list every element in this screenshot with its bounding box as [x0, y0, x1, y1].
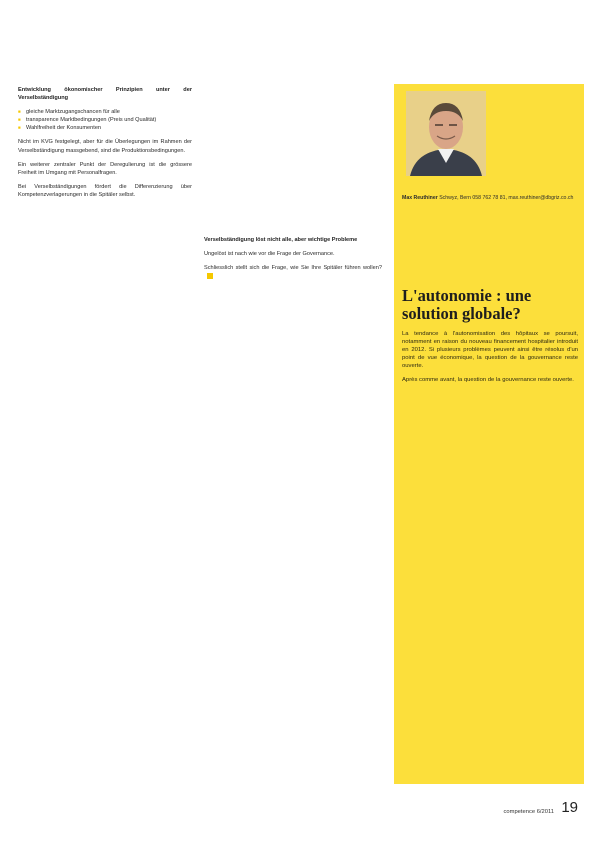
author-portrait-icon	[406, 91, 486, 176]
bullet-list	[18, 108, 192, 132]
bullet-item: ■ transparence Marktbedingungen (Preis und Qualität)	[18, 116, 192, 124]
left-paragraph-2: Ein weiterer zentraler Punkt der Deregulierung ist die grössere Freiheit im Umgang mit Personalfragen.	[18, 161, 192, 176]
caption-name: Max Reuthiner	[402, 195, 438, 201]
footer-publication: competence 6/2011	[503, 809, 554, 815]
bullet-item: ■ Wahlfreiheit der Konsumenten	[18, 124, 192, 132]
left-column-heading: Entwicklung ökonomischer Prinzipien unter der Verselbständigung	[18, 87, 192, 102]
middle-column	[204, 236, 382, 286]
end-mark-icon	[207, 273, 213, 279]
middle-column-heading: Verselbständigung löst nicht alle, aber wichtige Probleme	[204, 237, 358, 243]
sidebar-paragraph-2: Après comme avant, la question de la gouvernance reste ouverte.	[402, 377, 574, 384]
page-number: 19	[561, 799, 578, 816]
sidebar-panel	[394, 84, 584, 784]
middle-paragraph-2: Ungelöst ist nach wie vor die Frage der Governance.	[204, 251, 335, 258]
sidebar-body	[402, 330, 578, 385]
middle-paragraph-3	[204, 264, 382, 280]
sidebar-title: L'autonomie : une solution globale?	[402, 286, 532, 323]
photo-caption	[402, 195, 578, 202]
sidebar-paragraph-1: La tendance à l'autonomisation des hôpitaux se poursuit, notamment en raison du nouveau financement hospitalier introduit en 2012. Si plusieurs problèmes peuvent ainsi être résolus d'un point de vue économique, la question de la gouvernance reste ouverte.	[402, 331, 578, 370]
left-column	[18, 86, 192, 205]
left-paragraph-3: Bei Verselbständigungen fördert die Differenzierung über Kompetenzverlagerungen in die Spitäler selbst.	[18, 183, 192, 198]
left-paragraph-1: Nicht im KVG festgelegt, aber für die Überlegungen im Rahmen der Verselbständigung massgebend, sind die Produktionsbedingungen.	[18, 139, 192, 154]
caption-contact: Schwyz, Bern 058 762 78 81, max.reuthiner@dbgriz.co.ch	[439, 195, 574, 201]
middle-paragraph-3-text: Schliesslich stellt sich die Frage, wie Sie Ihre Spitäler führen wollen?	[204, 265, 382, 272]
author-photo	[406, 91, 486, 176]
bullet-item: ■ gleiche Marktzugangschancen für alle	[18, 108, 192, 116]
